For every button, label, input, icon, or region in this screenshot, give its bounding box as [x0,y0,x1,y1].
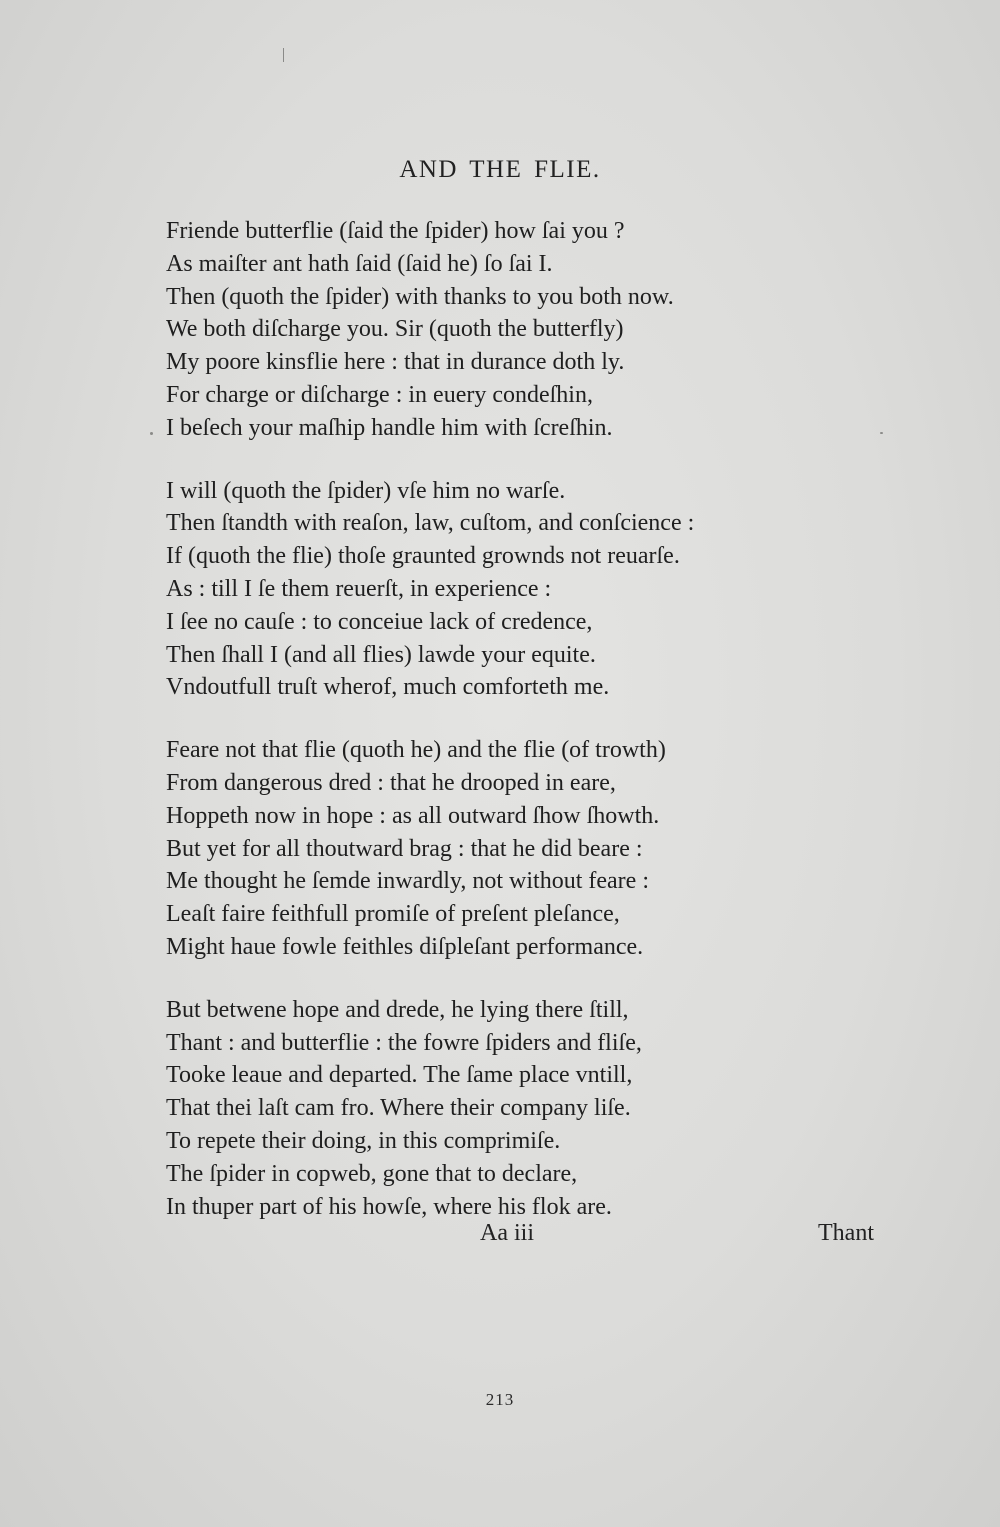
stanza [166,215,886,445]
ink-speck [150,432,153,435]
stanza [166,475,886,705]
verse-line: Tooke leaue and departed. The ſame place vntill, [166,1062,633,1089]
verse-line: I ſee no cauſe : to conceiue lack of credence, [166,608,593,635]
verse-line: I beſech your maſhip handle him with ſcreſhin. [166,414,613,441]
verse-line: As maiſter ant hath ſaid (ſaid he) ſo ſai I. [166,250,553,277]
verse-line: I will (quoth the ſpider) vſe him no warſe. [166,477,566,504]
verse-line: In thuper part of his howſe, where his flok are. [166,1193,612,1220]
verse-line: To repete their doing, in this comprimiſe. [166,1127,561,1154]
verse-line: Then (quoth the ſpider) with thanks to you both now. [166,283,674,310]
catchword: Thant [818,1220,874,1246]
verse-line: Feare not that flie (quoth he) and the flie (of trowth) [166,737,666,764]
verse-line: Leaſt faire feithfull promiſe of preſent pleſance, [166,901,620,928]
verse-line: We both diſcharge you. Sir (quoth the butterfly) [166,316,624,343]
running-head: AND THE FLIE. [399,156,601,183]
stanza [166,994,886,1224]
stanza [166,734,886,964]
verse-body [166,215,886,1253]
verse-line: Then ſhall I (and all flies) lawde your equite. [166,641,596,668]
verse-line: From dangerous dred : that he drooped in eare, [166,769,616,796]
verse-line: My poore kinsflie here : that in durance doth ly. [166,349,625,376]
ink-speck [283,48,284,62]
verse-line: The ſpider in copweb, gone that to declare, [166,1160,578,1187]
verse-line: But yet for all thoutward brag : that he did beare : [166,835,643,862]
verse-line: Friende butterflie (ſaid the ſpider) how ſai you ? [166,218,625,244]
verse-line: Might haue fowle feithles diſpleſant performance. [166,933,644,960]
verse-line: Thant : and butterflie : the fowre ſpiders and fliſe, [166,1029,642,1056]
verse-line: That thei laſt cam fro. Where their company liſe. [166,1095,631,1122]
verse-line: Vndoutfull truſt wherof, much comforteth me. [166,674,610,701]
verse-line: Hoppeth now in hope : as all outward ſhow ſhowth. [166,802,660,829]
verse-line: As : till I ſe them reuerſt, in experience : [166,575,552,602]
page-number: 213 [485,1390,515,1409]
verse-line: If (quoth the flie) thoſe graunted grownds not reuarſe. [166,543,680,570]
signature-mark: Aa iii [480,1220,534,1246]
verse-line: For charge or diſcharge : in euery condeſhin, [166,381,593,408]
verse-line: Then ſtandth with reaſon, law, cuſtom, and conſcience : [166,510,695,537]
verse-line: Me thought he ſemde inwardly, not without feare : [166,868,649,895]
verse-line: But betwene hope and drede, he lying there ſtill, [166,996,629,1023]
